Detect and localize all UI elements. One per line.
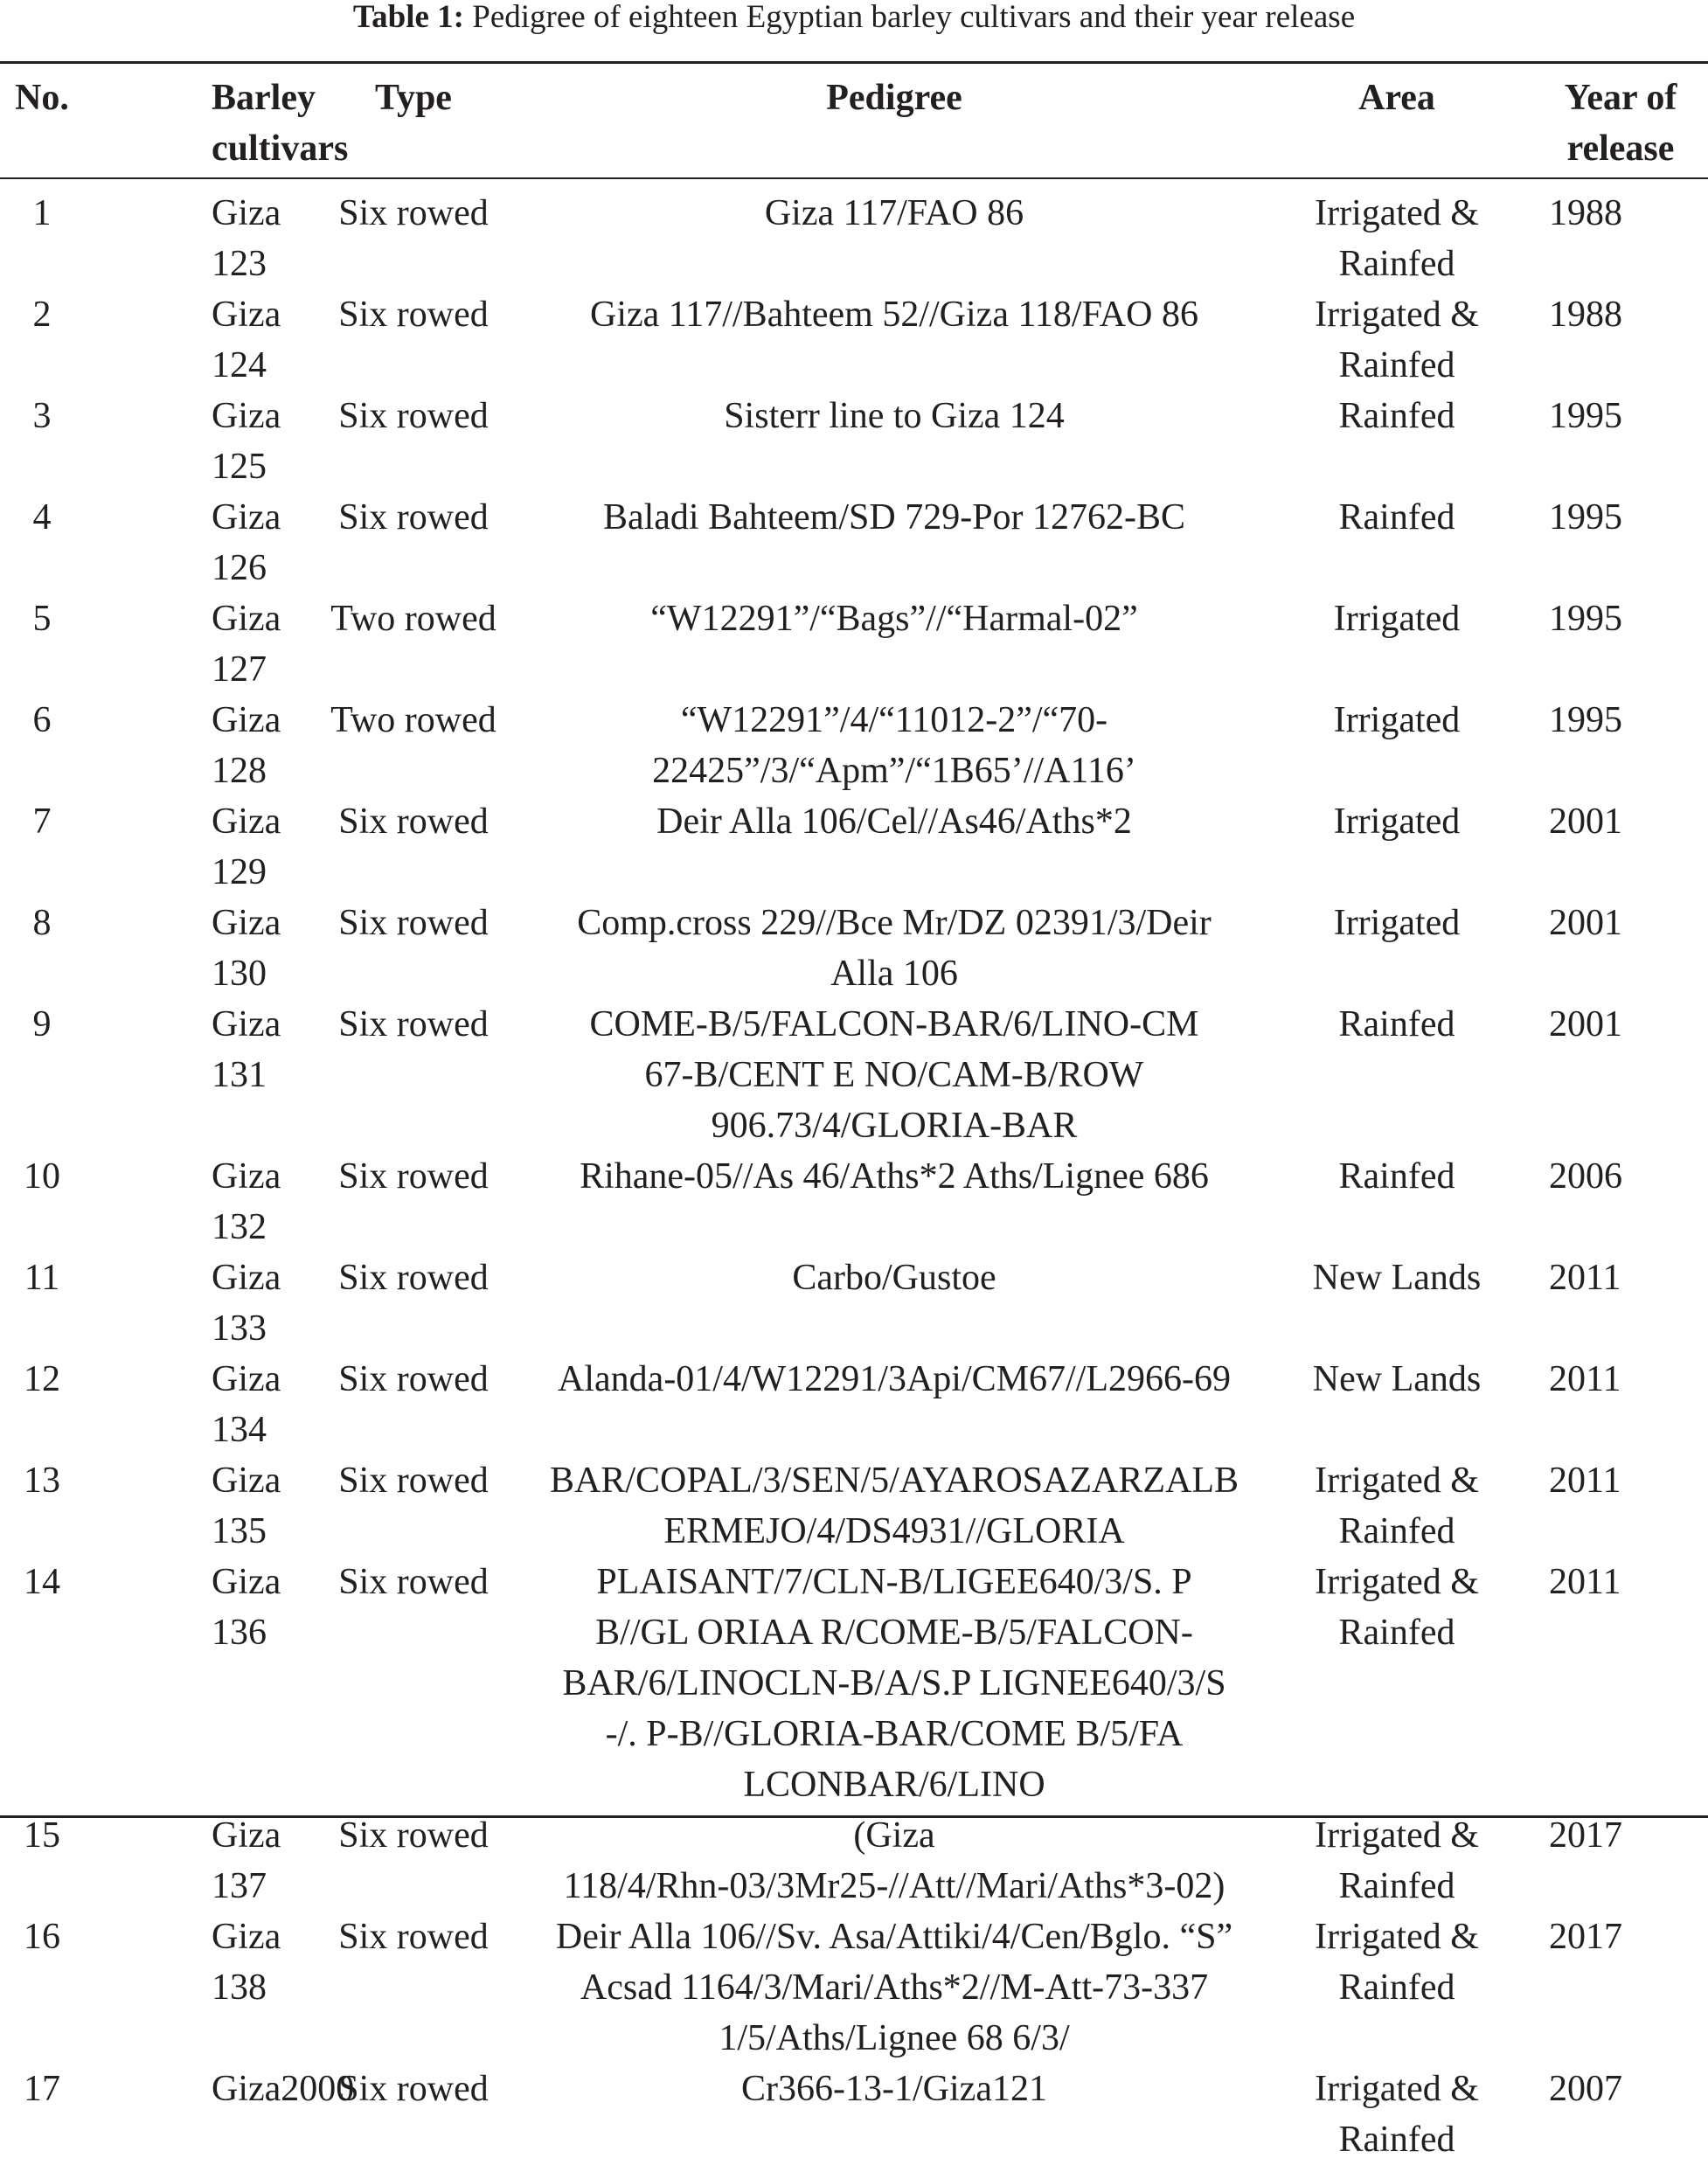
row-number: 3 xyxy=(32,396,52,436)
header-area: Area xyxy=(1358,78,1435,118)
table-caption xyxy=(0,0,1708,35)
header-cultivar: Barley cultivars xyxy=(212,78,349,169)
header-no: No. xyxy=(15,78,69,118)
release-year: 1988 xyxy=(1549,295,1622,335)
pedigree-cell: Baladi Bahteem/SD 729-Por 12762-BC xyxy=(602,497,1186,538)
table-row xyxy=(0,177,1708,289)
release-year: 1988 xyxy=(1549,193,1622,233)
cultivar-type: Six rowed xyxy=(338,1004,489,1044)
pedigree-cell: Carbo/Gustoe xyxy=(792,1258,996,1298)
row-number: 4 xyxy=(32,497,52,538)
release-year: 2011 xyxy=(1549,1359,1621,1399)
row-number: 15 xyxy=(24,1815,60,1856)
row-number: 7 xyxy=(32,801,52,842)
row-number: 9 xyxy=(32,1004,52,1044)
pedigree-cell: Giza 117/FAO 86 xyxy=(764,193,1024,233)
cultivar-type: Six rowed xyxy=(338,1917,489,1957)
table-row xyxy=(0,1151,1708,1253)
cultivar-name: Giza 133 xyxy=(212,1258,281,1349)
table-row xyxy=(0,492,1708,593)
area-cell: Rainfed xyxy=(1338,1004,1455,1044)
release-year: 2001 xyxy=(1549,801,1622,842)
table-row xyxy=(0,1810,1708,1912)
area-cell: Irrigated & Rainfed xyxy=(1315,1917,1479,2008)
cultivar-type: Six rowed xyxy=(338,2069,489,2109)
pedigree-cell: Rihane-05//As 46/Aths*2 Aths/Lignee 686 xyxy=(580,1156,1209,1197)
cultivar-name: Giza 130 xyxy=(212,903,281,994)
table-row xyxy=(0,1455,1708,1557)
pedigree-cell: PLAISANT/7/CLN-B/LIGEE640/3/S. P B//GL ORIAA R/COME-B/5/FALCON- BAR/6/LINOCLN-B/A/S.P LIGNEE640/3/S -/. P-B//GLORIA-BAR/COME B/5/FA LCONBAR/6/LINO xyxy=(562,1562,1226,1805)
area-cell: Irrigated & Rainfed xyxy=(1315,1461,1479,1551)
area-cell: Irrigated xyxy=(1333,599,1461,639)
area-cell: Rainfed xyxy=(1338,497,1455,538)
pedigree-cell: Sisterr line to Giza 124 xyxy=(724,396,1065,436)
row-number: 17 xyxy=(24,2069,60,2109)
header-year: Year of release xyxy=(1564,78,1677,169)
cultivar-type: Two rowed xyxy=(330,599,496,639)
table-row xyxy=(0,289,1708,391)
row-number: 14 xyxy=(24,1562,60,1602)
cultivar-name: Giza 126 xyxy=(212,497,281,588)
cultivar-name: Giza 127 xyxy=(212,599,281,690)
pedigree-cell: “W12291”/“Bags”//“Harmal-02” xyxy=(650,599,1138,639)
cultivar-type: Six rowed xyxy=(338,497,489,538)
row-number: 11 xyxy=(24,1258,60,1298)
pedigree-cell: Cr366-13-1/Giza121 xyxy=(741,2069,1047,2109)
table-row xyxy=(0,1253,1708,1354)
cultivar-name: Giza 131 xyxy=(212,1004,281,1095)
cultivar-type: Six rowed xyxy=(338,1359,489,1399)
cultivar-name: Giza 138 xyxy=(212,1917,281,2008)
row-number: 6 xyxy=(32,700,52,740)
area-cell: Irrigated & Rainfed xyxy=(1315,193,1479,284)
pedigree-cell: BAR/COPAL/3/SEN/5/AYAROSAZARZALB ERMEJO/4/DS4931//GLORIA xyxy=(549,1461,1239,1551)
area-cell: Irrigated & Rainfed xyxy=(1315,295,1479,385)
header-pedigree: Pedigree xyxy=(826,78,962,118)
cultivar-type: Six rowed xyxy=(338,1461,489,1501)
table-row xyxy=(0,999,1708,1151)
table-row xyxy=(0,1354,1708,1455)
row-number: 16 xyxy=(24,1917,60,1957)
table-row xyxy=(0,1557,1708,1810)
area-cell: Irrigated xyxy=(1333,801,1461,842)
area-cell: Rainfed xyxy=(1338,396,1455,436)
cultivar-type: Six rowed xyxy=(338,295,489,335)
pedigree-cell: Giza 117//Bahteem 52//Giza 118/FAO 86 xyxy=(590,295,1198,335)
header-row xyxy=(0,65,1708,177)
row-number: 1 xyxy=(32,193,52,233)
area-cell: Irrigated & Rainfed xyxy=(1315,1815,1479,1906)
area-cell: Irrigated xyxy=(1333,700,1461,740)
table-row xyxy=(0,796,1708,898)
cultivar-type: Six rowed xyxy=(338,1156,489,1197)
cultivar-name: Giza 123 xyxy=(212,193,281,284)
row-number: 8 xyxy=(32,903,52,943)
cultivar-name: Giza 125 xyxy=(212,396,281,487)
release-year: 1995 xyxy=(1549,396,1622,436)
row-number: 5 xyxy=(32,599,52,639)
area-cell: New Lands xyxy=(1312,1359,1482,1399)
cultivar-name: Giza 129 xyxy=(212,801,281,892)
caption-text: Pedigree of eighteen Egyptian barley cultivars and their year release xyxy=(464,0,1356,35)
area-cell: Irrigated & Rainfed xyxy=(1315,2069,1479,2160)
pedigree-cell: (Giza 118/4/Rhn-03/3Mr25-//Att//Mari/Aths*3-02) xyxy=(563,1815,1225,1906)
cultivar-name: Giza 128 xyxy=(212,700,281,791)
row-number: 2 xyxy=(32,295,52,335)
pedigree-cell: “W12291”/4/“11012-2”/“70- 22425”/3/“Apm”/“1B65’//A116’ xyxy=(652,700,1136,791)
release-year: 2011 xyxy=(1549,1461,1621,1501)
cultivar-name: Giza 124 xyxy=(212,295,281,385)
cultivar-name: Giza 134 xyxy=(212,1359,281,1450)
release-year: 1995 xyxy=(1549,497,1622,538)
caption-label: Table 1: xyxy=(352,0,465,35)
release-year: 2007 xyxy=(1549,2069,1622,2109)
release-year: 2011 xyxy=(1549,1258,1621,1298)
cultivar-type: Six rowed xyxy=(338,1258,489,1298)
table-row xyxy=(0,1912,1708,2064)
area-cell: Rainfed xyxy=(1338,1156,1455,1197)
pedigree-cell: Alanda-01/4/W12291/3Api/CM67//L2966-69 xyxy=(558,1359,1231,1399)
release-year: 2006 xyxy=(1549,1156,1622,1197)
pedigree-cell: COME-B/5/FALCON-BAR/6/LINO-CM 67-B/CENT E NO/CAM-B/ROW 906.73/4/GLORIA-BAR xyxy=(589,1004,1199,1146)
area-cell: Irrigated & Rainfed xyxy=(1315,1562,1479,1653)
release-year: 1995 xyxy=(1549,700,1622,740)
cultivar-name: Giza2000 xyxy=(212,2069,355,2109)
area-cell: New Lands xyxy=(1312,1258,1482,1298)
cultivar-type: Six rowed xyxy=(338,1562,489,1602)
pedigree-table xyxy=(0,65,1708,2165)
release-year: 1995 xyxy=(1549,599,1622,639)
release-year: 2011 xyxy=(1549,1562,1621,1602)
table-row xyxy=(0,2064,1708,2165)
table-row xyxy=(0,898,1708,999)
release-year: 2001 xyxy=(1549,1004,1622,1044)
table-row xyxy=(0,695,1708,796)
table-row xyxy=(0,391,1708,492)
area-cell: Irrigated xyxy=(1333,903,1461,943)
table-body xyxy=(0,177,1708,2165)
row-number: 12 xyxy=(24,1359,60,1399)
release-year: 2017 xyxy=(1549,1815,1622,1856)
pedigree-cell: Deir Alla 106/Cel//As46/Aths*2 xyxy=(656,801,1132,842)
cultivar-type: Two rowed xyxy=(330,700,496,740)
table-row xyxy=(0,593,1708,695)
cultivar-name: Giza 135 xyxy=(212,1461,281,1551)
top-rule xyxy=(0,61,1708,64)
release-year: 2001 xyxy=(1549,903,1622,943)
cultivar-type: Six rowed xyxy=(338,801,489,842)
cultivar-type: Six rowed xyxy=(338,903,489,943)
cultivar-type: Six rowed xyxy=(338,1815,489,1856)
release-year: 2017 xyxy=(1549,1917,1622,1957)
cultivar-name: Giza 136 xyxy=(212,1562,281,1653)
cultivar-type: Six rowed xyxy=(338,193,489,233)
cultivar-name: Giza 132 xyxy=(212,1156,281,1247)
cultivar-name: Giza 137 xyxy=(212,1815,281,1906)
row-number: 10 xyxy=(24,1156,60,1197)
row-number: 13 xyxy=(24,1461,60,1501)
header-type: Type xyxy=(375,78,452,118)
pedigree-cell: Comp.cross 229//Bce Mr/DZ 02391/3/Deir Alla 106 xyxy=(577,903,1212,994)
cultivar-type: Six rowed xyxy=(338,396,489,436)
pedigree-cell: Deir Alla 106//Sv. Asa/Attiki/4/Cen/Bglo. “S” Acsad 1164/3/Mari/Aths*2//M-Att-73-337 1/5/Aths/Lignee 68 6/3/ xyxy=(555,1917,1233,2058)
